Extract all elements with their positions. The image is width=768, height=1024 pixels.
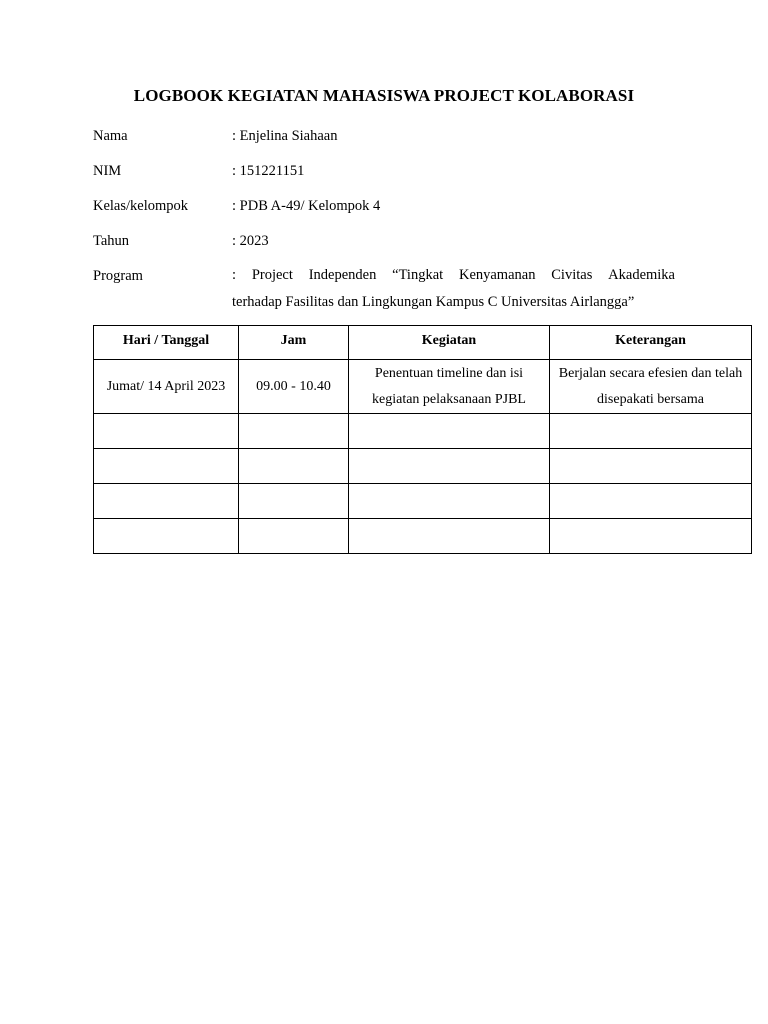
cell-keterangan bbox=[550, 449, 752, 484]
logbook-table bbox=[93, 325, 752, 554]
program-word: Civitas bbox=[551, 267, 593, 283]
table-row bbox=[94, 360, 752, 414]
table-row bbox=[94, 519, 752, 554]
field-label-nama: Nama bbox=[93, 128, 128, 144]
field-value-nim: : 151221151 bbox=[232, 163, 305, 179]
cell-kegiatan bbox=[349, 519, 550, 554]
cell-jam bbox=[239, 484, 349, 519]
field-label-kelas: Kelas/kelompok bbox=[93, 198, 189, 214]
table-row bbox=[94, 414, 752, 449]
program-word: Project bbox=[251, 267, 293, 283]
cell-jam bbox=[239, 449, 349, 484]
program-word: “Tingkat bbox=[392, 267, 444, 283]
header-kegiatan: Kegiatan bbox=[349, 326, 550, 360]
program-line-2: terhadap Fasilitas dan Lingkungan Kampus C Universitas Airlangga” bbox=[232, 294, 635, 310]
table-row bbox=[94, 484, 752, 519]
cell-hari: Jumat/ 14 April 2023 bbox=[94, 360, 239, 414]
cell-hari bbox=[94, 414, 239, 449]
cell-keterangan bbox=[550, 414, 752, 449]
cell-jam bbox=[239, 414, 349, 449]
cell-kegiatan bbox=[349, 449, 550, 484]
field-value-program bbox=[232, 262, 675, 316]
program-word: : bbox=[232, 267, 237, 283]
document-title: LOGBOOK KEGIATAN MAHASISWA PROJECT KOLABORASI bbox=[133, 86, 635, 105]
cell-kegiatan bbox=[349, 414, 550, 449]
cell-kegiatan bbox=[349, 484, 550, 519]
field-value-nama: : Enjelina Siahaan bbox=[232, 128, 338, 144]
program-word: Kenyamanan bbox=[458, 267, 536, 283]
cell-hari bbox=[94, 484, 239, 519]
header-jam: Jam bbox=[239, 326, 349, 360]
field-label-tahun: Tahun bbox=[93, 233, 130, 249]
cell-keterangan bbox=[550, 484, 752, 519]
cell-jam: 09.00 - 10.40 bbox=[239, 360, 349, 414]
cell-jam bbox=[239, 519, 349, 554]
program-word: Independen bbox=[308, 267, 377, 283]
field-value-kelas: : PDB A-49/ Kelompok 4 bbox=[232, 198, 381, 214]
cell-kegiatan: Penentuan timeline dan isi kegiatan pelaksanaan PJBL bbox=[349, 360, 550, 414]
cell-hari bbox=[94, 449, 239, 484]
field-label-nim: NIM bbox=[93, 163, 122, 179]
field-value-tahun: : 2023 bbox=[232, 233, 269, 249]
cell-keterangan: Berjalan secara efesien dan telah disepakati bersama bbox=[550, 360, 752, 414]
program-word: Akademika bbox=[608, 267, 675, 283]
header-hari-tanggal: Hari / Tanggal bbox=[94, 326, 239, 360]
cell-keterangan bbox=[550, 519, 752, 554]
table-row bbox=[94, 449, 752, 484]
field-label-program: Program bbox=[93, 268, 143, 284]
program-line-1 bbox=[232, 262, 675, 289]
table-header-row bbox=[94, 326, 752, 360]
cell-hari bbox=[94, 519, 239, 554]
header-keterangan: Keterangan bbox=[550, 326, 752, 360]
